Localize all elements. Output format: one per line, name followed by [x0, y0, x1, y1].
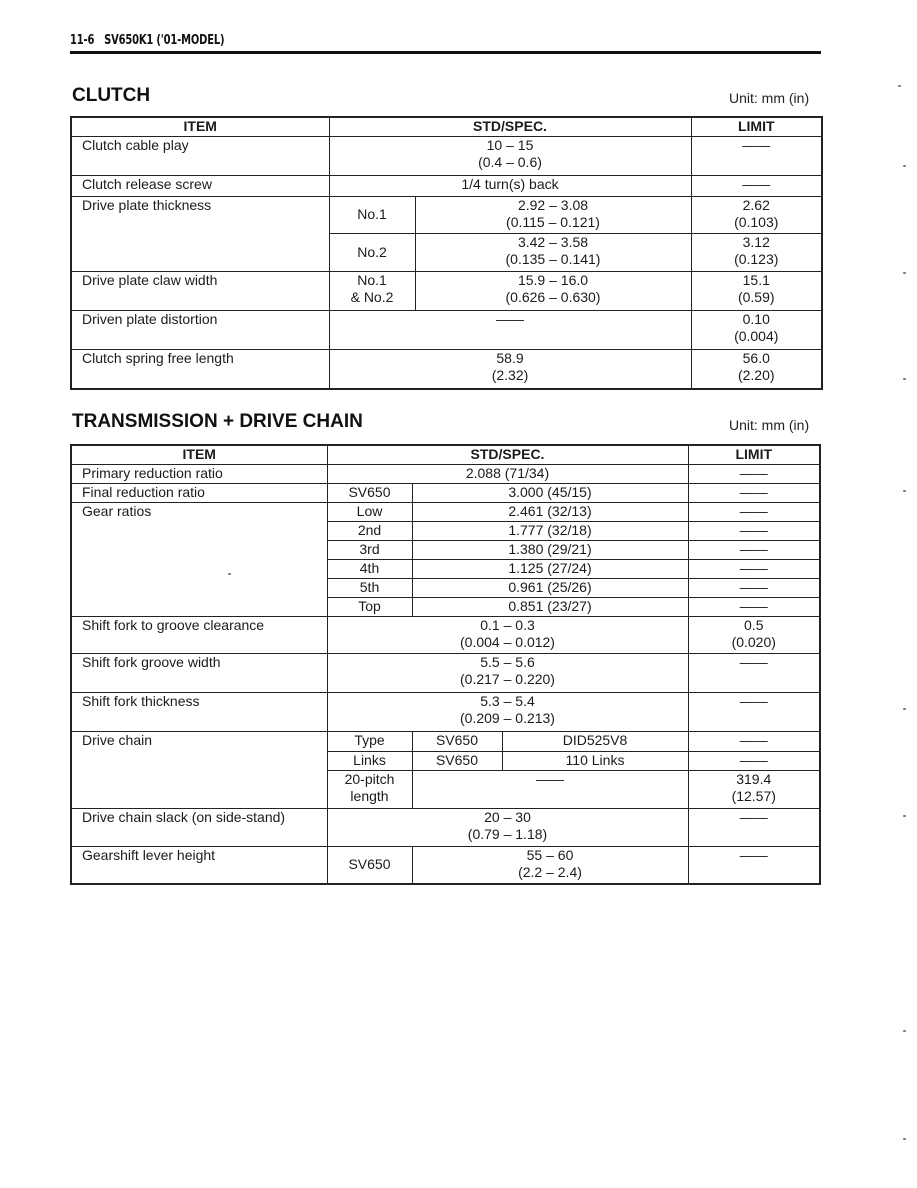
spec-value: 55 – 60: [526, 846, 574, 863]
table-row: [71, 310, 822, 349]
spec-value-inch: (0.209 – 0.213): [460, 709, 555, 726]
table-row: [71, 616, 820, 653]
limit-value: ——: [688, 653, 820, 692]
table-row: [71, 136, 822, 175]
transmission-table: [70, 444, 821, 885]
gear-ratio: 1.125 (27/24): [412, 559, 688, 578]
limit-value-inch: (2.20): [737, 366, 775, 383]
spec-value: 20 – 30: [484, 808, 531, 825]
scan-speck: [903, 1138, 906, 1140]
limit-value: ——: [688, 597, 820, 616]
spec-value: 2.92 – 3.08: [517, 196, 589, 213]
header-rule: [70, 51, 821, 54]
table-row: [71, 731, 820, 751]
gear-label: 2nd: [327, 521, 412, 540]
limit-value: ——: [688, 502, 820, 521]
spec-value: 5.3 – 5.4: [480, 692, 535, 709]
spec-value: 3.000 (45/15): [412, 483, 688, 502]
scan-speck: [903, 1030, 906, 1032]
sub-label: SV650: [327, 846, 412, 884]
item-label: Clutch spring free length: [71, 349, 329, 389]
spec-value-inch: (0.115 – 0.121): [506, 213, 600, 230]
scan-speck: [903, 815, 906, 817]
clutch-title: CLUTCH: [72, 85, 151, 106]
limit-value: 2.62: [742, 196, 770, 213]
table-row: [71, 271, 822, 310]
gear-label: 5th: [327, 578, 412, 597]
transmission-title: TRANSMISSION + DRIVE CHAIN: [72, 411, 363, 432]
gear-ratio: 1.777 (32/18): [412, 521, 688, 540]
spec-value: 15.9 – 16.0: [517, 271, 589, 288]
limit-value: ——: [688, 846, 820, 884]
table-row: [71, 175, 822, 196]
limit-value-inch: (0.123): [734, 250, 779, 267]
gear-ratio: 1.380 (29/21): [412, 540, 688, 559]
sub-label: 20-pitch: [344, 770, 395, 787]
table-header-row: [71, 445, 820, 464]
item-label: Drive plate thickness: [71, 196, 329, 271]
limit-value: 3.12: [742, 233, 770, 250]
spec-value: ——: [329, 310, 691, 349]
limit-value: ——: [688, 559, 820, 578]
limit-value: ——: [688, 483, 820, 502]
limit-value: 0.10: [742, 310, 770, 327]
table-row: [71, 464, 820, 483]
table-row: [71, 349, 822, 389]
limit-value: 319.4: [736, 770, 772, 787]
sub-label-2: & No.2: [350, 288, 394, 305]
limit-value: ——: [688, 731, 820, 751]
limit-value-inch: (0.59): [737, 288, 775, 305]
model-label: SV650: [412, 731, 502, 751]
column-header-item: ITEM: [71, 117, 329, 136]
table-row: [71, 653, 820, 692]
limit-value: ——: [688, 808, 820, 846]
table-row: [71, 692, 820, 731]
limit-value: ——: [688, 751, 820, 770]
item-label: Clutch release screw: [71, 175, 329, 196]
spec-value: 10 – 15: [486, 136, 534, 153]
column-header-spec: STD/SPEC.: [329, 117, 691, 136]
gear-label: Low: [327, 502, 412, 521]
transmission-unit-label: Unit: mm (in): [729, 417, 810, 433]
spec-value-inch: (0.626 – 0.630): [505, 288, 601, 305]
column-header-limit: LIMIT: [688, 445, 820, 464]
scan-speck: [903, 272, 906, 274]
model-label: SV650: [412, 751, 502, 770]
scan-speck: [903, 378, 906, 380]
item-label: Primary reduction ratio: [71, 464, 327, 483]
gear-ratio: 0.851 (23/27): [412, 597, 688, 616]
spec-value: 58.9: [496, 349, 524, 366]
page-header: [70, 33, 224, 48]
spec-value-inch: (0.004 – 0.012): [460, 633, 555, 650]
scan-speck: [898, 85, 901, 87]
limit-value: ——: [688, 521, 820, 540]
spec-value: DID525V8: [502, 731, 688, 751]
spec-value-inch: (2.2 – 2.4): [518, 863, 582, 880]
scan-speck: [903, 165, 906, 167]
page-number: 11-6: [70, 33, 95, 48]
spec-value: 1/4 turn(s) back: [329, 175, 691, 196]
item-label: Drive chain slack (on side-stand): [71, 808, 327, 846]
limit-value: ——: [688, 578, 820, 597]
spec-value: 5.5 – 5.6: [480, 653, 535, 670]
limit-value: ——: [691, 175, 822, 196]
item-label: Shift fork thickness: [71, 692, 327, 731]
sub-label: No.2: [329, 233, 415, 271]
limit-value: ——: [688, 692, 820, 731]
sub-label: SV650: [327, 483, 412, 502]
spec-value: 0.1 – 0.3: [480, 616, 535, 633]
column-header-item: ITEM: [71, 445, 327, 464]
item-label: Shift fork groove width: [71, 653, 327, 692]
limit-value: ——: [688, 540, 820, 559]
scan-speck: [903, 708, 906, 710]
gear-ratio: 2.461 (32/13): [412, 502, 688, 521]
table-row: [71, 196, 822, 233]
spec-value: 110 Links: [502, 751, 688, 770]
spec-value: 3.42 – 3.58: [517, 233, 589, 250]
gear-label: 3rd: [327, 540, 412, 559]
gear-label: Top: [327, 597, 412, 616]
clutch-unit-label: Unit: mm (in): [729, 90, 810, 106]
item-label: Final reduction ratio: [71, 483, 327, 502]
limit-value-inch: (0.004): [734, 327, 779, 344]
spec-value-inch: (0.217 – 0.220): [460, 670, 555, 687]
sub-label: No.1: [357, 271, 387, 288]
limit-value-inch: (0.103): [734, 213, 779, 230]
gear-ratio: 0.961 (25/26): [412, 578, 688, 597]
sub-label-2: length: [350, 787, 389, 804]
spec-value-inch: (0.79 – 1.18): [467, 825, 548, 842]
item-label: Drive chain: [71, 731, 327, 808]
spec-value-inch: (2.32): [491, 366, 529, 383]
limit-value-inch: (0.020): [731, 633, 776, 650]
spec-value-inch: (0.135 – 0.141): [505, 250, 601, 267]
item-label: Driven plate distortion: [71, 310, 329, 349]
column-header-spec: STD/SPEC.: [327, 445, 688, 464]
limit-value: ——: [688, 464, 820, 483]
table-row: [71, 483, 820, 502]
gear-label: 4th: [327, 559, 412, 578]
table-header-row: [71, 117, 822, 136]
spec-value: ——: [412, 770, 688, 808]
spec-value: 2.088 (71/34): [327, 464, 688, 483]
column-header-limit: LIMIT: [691, 117, 822, 136]
table-row: [71, 808, 820, 846]
clutch-table: [70, 116, 823, 390]
model-label: SV650K1 ('01-MODEL): [104, 33, 225, 48]
scan-speck: [903, 490, 906, 492]
sub-label: No.1: [329, 196, 415, 233]
limit-value: 56.0: [742, 349, 770, 366]
item-label: Gearshift lever height: [71, 846, 327, 884]
limit-value: 15.1: [742, 271, 770, 288]
item-label: Shift fork to groove clearance: [71, 616, 327, 653]
table-row: [71, 502, 820, 521]
table-row: [71, 846, 820, 884]
spec-value-inch: (0.4 – 0.6): [478, 153, 542, 170]
sub-label: Links: [327, 751, 412, 770]
limit-value: ——: [691, 136, 822, 175]
scan-speck: [228, 573, 231, 575]
sub-label: Type: [327, 731, 412, 751]
limit-value: 0.5: [744, 616, 764, 633]
item-label: Clutch cable play: [71, 136, 329, 175]
limit-value-inch: (12.57): [731, 787, 776, 804]
item-label: Drive plate claw width: [71, 271, 329, 310]
item-label: Gear ratios: [71, 502, 327, 616]
